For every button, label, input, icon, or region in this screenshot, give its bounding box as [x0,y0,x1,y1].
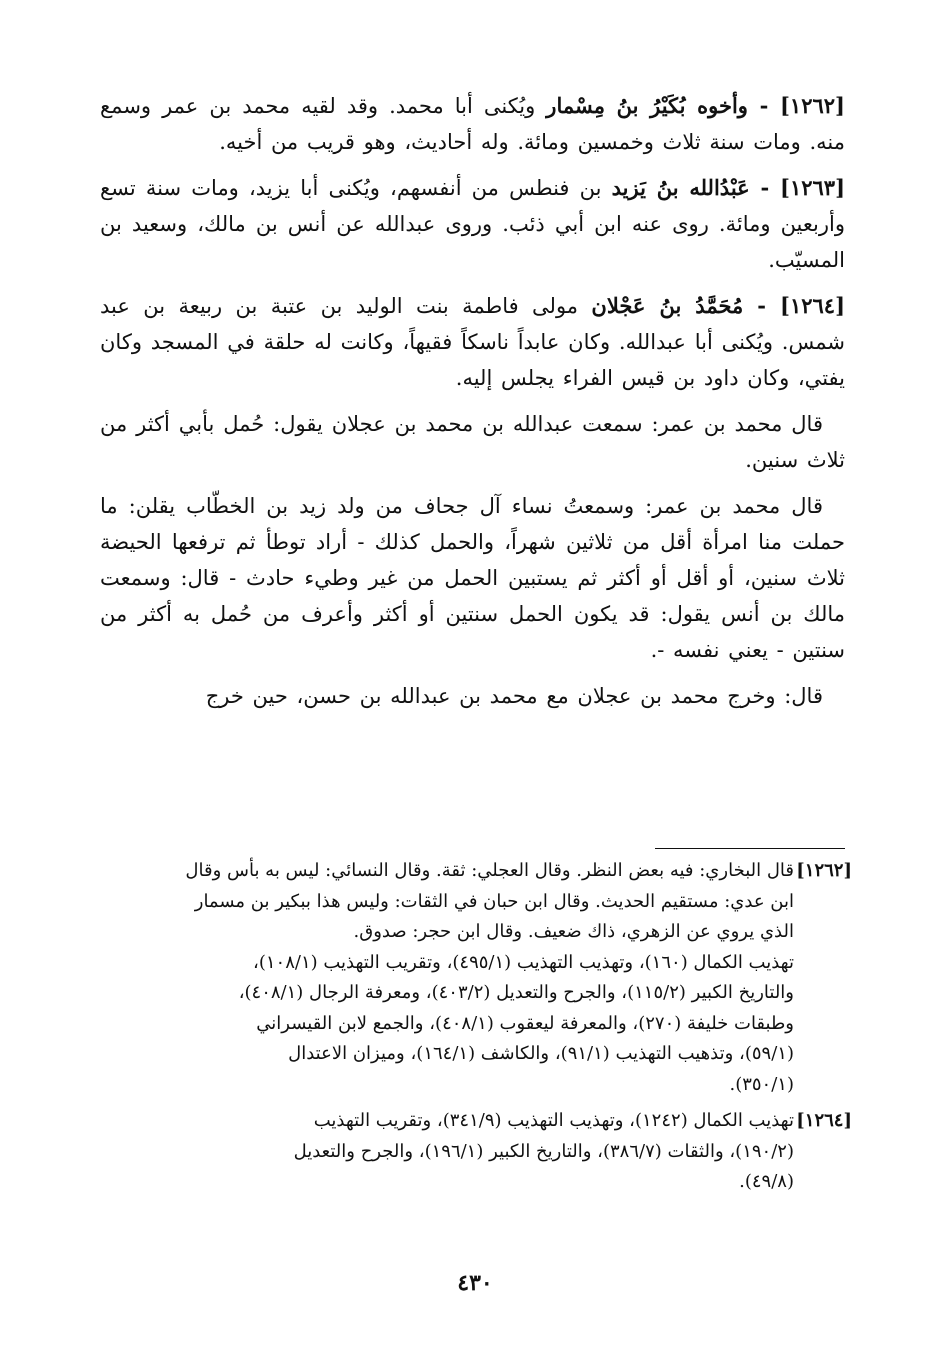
footnote-number: [١٢٦٢] [796,860,852,881]
entry-number: [١٢٦٢] [779,93,845,118]
page-number: ٤٣٠ [457,1270,493,1296]
footnote-line: (١٩٠/٢)، والثقات (٣٨٦/٧)، والتاريخ الكبير (١٩٦/١)، والجرح والتعديل [293,1140,794,1162]
footnotes [100,856,852,1204]
footnote-divider [655,848,845,849]
entry-1262 [100,88,845,160]
footnote-line: قال البخاري: فيه بعض النظر. وقال العجلي: ثقة. وقال النسائي: ليس به بأس وقال [185,860,794,881]
footnote-line: ابن عدي: مستقيم الحديث. وقال ابن حبان في الثقات: وليس هذا ببكير بن مسمار [194,890,794,912]
entry-name: - عَبْدُالله بنُ يَزيد [611,175,780,200]
entry-name: - مُحَمَّدُ بنُ عَجْلان [591,293,780,318]
quote-paragraph-3: قال: وخرج محمد بن عجلان مع محمد بن عبدالله بن حسن، حين خرج [205,684,823,708]
entry-1263 [100,170,845,278]
main-text [100,88,845,724]
entry-number: [١٢٦٤] [780,293,845,318]
footnote-1262 [100,856,852,1100]
footnote-1264 [100,1106,852,1198]
entry-name: - وأخوه بُكَيْرُ بنُ مِسْمار [546,93,780,118]
entry-1264 [100,288,845,396]
footnote-line: والتاريخ الكبير (١١٥/٢)، والجرح والتعديل (٤٠٣/٢)، ومعرفة الرجال (٤٠٨/١)، [238,982,794,1003]
footnote-line: (٤٩/٨). [739,1171,794,1192]
footnote-line: تهذيب الكمال (١٦٠)، وتهذيب التهذيب (٤٩٥/١)، وتقريب التهذيب (١٠٨/١)، [253,951,794,973]
footnote-line: تهذيب الكمال (١٢٤٢)، وتهذيب التهذيب (٣٤١/٩)، وتقريب التهذيب [313,1110,794,1131]
footnote-line: وطبقات خليفة (٢٧٠)، والمعرفة ليعقوب (٤٠٨/١)، والجمع لابن القيسراني [256,1012,794,1034]
entry-text: مولى فاطمة بنت الوليد بن عتبة بن ربيعة بن عبد شمس. ويُكنى أبا عبدالله. وكان عابداً ناسكاً فقيهاً، وكانت له حلقة في المسجد وكان يفتي، وكان داود بن قيس الفراء يجلس إليه. [100,294,845,390]
quote-paragraph-2: قال محمد بن عمر: وسمعتُ نساء آل جحاف من ولد زيد بن الخطّاب يقلن: ما حملت منا امرأة أقل من ثلاثين شهراً، والحمل كذلك - أراد توطأ ثم ترفعها الحيضة ثلاث سنين، أو أقل أو أكثر ثم يستبين الحمل من غير وطيء حادث - قال: وسمعت مالك بن أنس يقول: قد يكون الحمل سنتين أو أكثر وأعرف من حُمل به أكثر من سنتين - يعني نفسه -. [100,494,845,662]
footnote-line: الذي يروي عن الزهري، ذاك ضعيف. وقال ابن حجر: صدوق. [353,921,794,942]
footnote-number: [١٢٦٤] [796,1110,852,1131]
entry-number: [١٢٦٣] [780,175,845,200]
footnote-line: (٣٥٠/١). [729,1073,794,1095]
entry-text: بن فنطس من أنفسهم، ويُكنى أبا يزيد، ومات سنة تسع وأربعين ومائة. روى عنه ابن أبي ذئب. وروى عبدالله عن أنس بن مالك، وسعيد بن المسيّب. [100,176,845,272]
entry-text: ويُكنى أبا محمد. وقد لقيه محمد بن عمر وسمع منه. ومات سنة ثلاث وخمسين ومائة. وله أحاديث، وهو قريب من أخيه. [100,94,845,154]
footnote-line: (٥٩/١)، وتذهيب التهذيب (٩١/١)، والكاشف (١٦٤/١)، وميزان الاعتدال [288,1043,794,1064]
quote-paragraph-1: قال محمد بن عمر: سمعت عبدالله بن محمد بن عجلان يقول: حُمل بأبي أكثر من ثلاث سنين. [100,412,845,472]
